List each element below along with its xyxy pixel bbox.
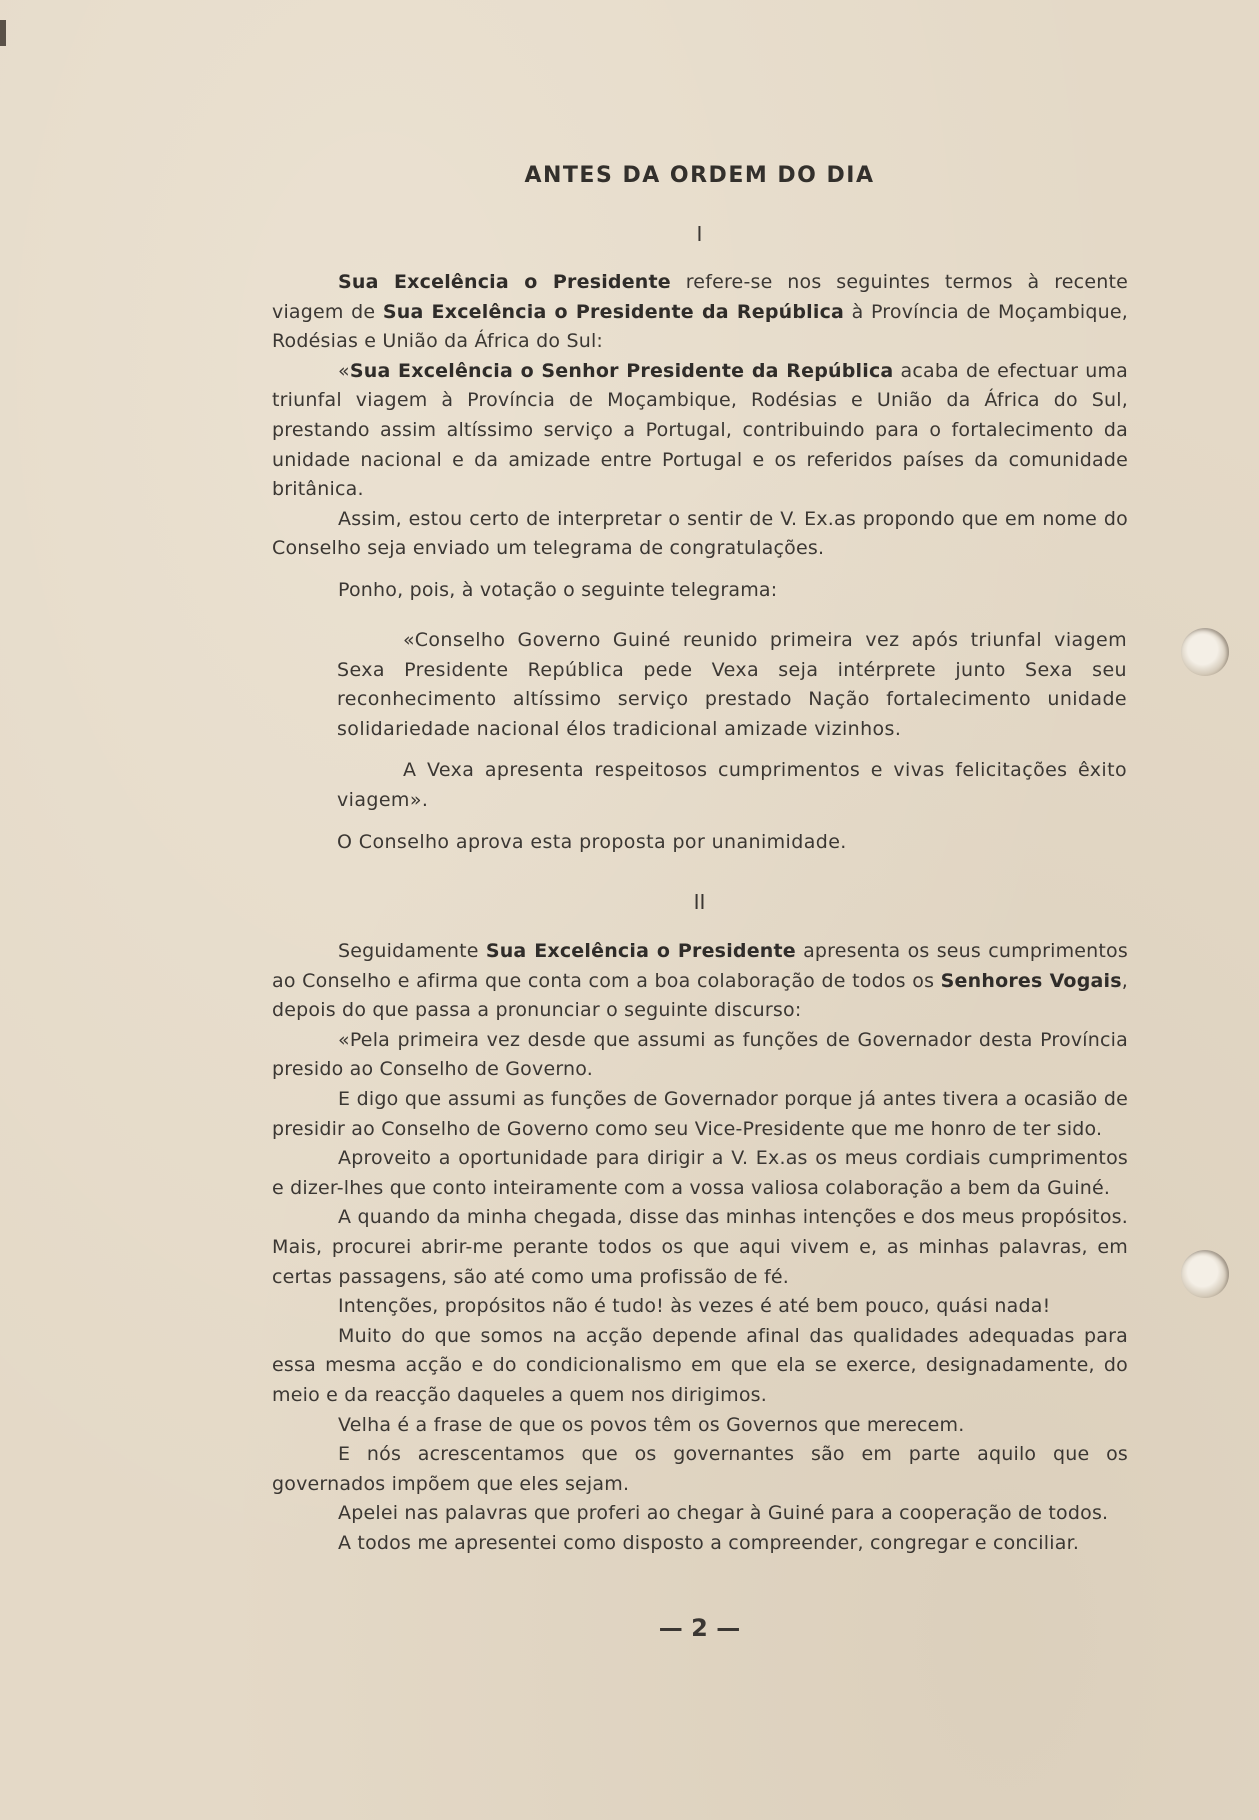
telegram-paragraph-1: «Conselho Governo Guiné reunido primeira vez após triunfal viagem Sexa Presidente República pede Vexa seja intérprete junto Sexa seu reconhecimento altíssimo serviço prestado Nação fortalecimento unidade solidariedade nacional élos tradicional amizade vizinhos. [337, 629, 1127, 740]
discourse-paragraph: Muito do que somos na acção depende afinal das qualidades adequadas para essa mesma acção e do condicionalismo em que ela se exerce, designadamente, do meio e da reacção daqueles a quem nos dirigimos. [272, 1324, 1128, 1406]
discourse-paragraph: «Pela primeira vez desde que assumi as funções de Governador desta Província presido ao Conselho de Governo. [272, 1028, 1128, 1081]
discourse-paragraph: Velha é a frase de que os povos têm os Governos que merecem. [338, 1413, 965, 1436]
vote-result: O Conselho aprova esta proposta por unanimidade. [337, 830, 847, 853]
discourse-paragraph: Apelei nas palavras que proferi ao chegar à Guiné para a cooperação de todos. [338, 1502, 1109, 1525]
section-1-intro: Sua Excelência o Presidente refere-se nos seguintes termos à recente viagem de Sua Excelência o Presidente da República à Província de Moçambique, Rodésias e União da África do Sul: [272, 271, 1128, 353]
page-number: — 2 — [658, 1614, 741, 1642]
section-1-body [272, 268, 1128, 606]
section-number-1: I [696, 222, 703, 246]
punch-hole-top [1181, 628, 1229, 676]
telegram-block [337, 626, 1127, 857]
telegram-paragraph-2: A Vexa apresenta respeitosos cumprimentos e vivas felicitações êxito viagem». [337, 759, 1127, 811]
page-title: ANTES DA ORDEM DO DIA [524, 163, 875, 188]
discourse-paragraph: A quando da minha chegada, disse das minhas intenções e dos meus propósitos. Mais, procurei abrir-me perante todos os que aqui vivem e, as minhas palavras, em certas passagens, são até como uma profissão de fé. [272, 1206, 1128, 1288]
section-2-intro: Seguidamente Sua Excelência o Presidente apresenta os seus cumprimentos ao Conselho e afirma que conta com a boa colaboração de todos os Senhores Vogais, depois do que passa a pronunciar o seguinte discurso: [272, 940, 1128, 1022]
speech-paragraph-1: «Sua Excelência o Senhor Presidente da República acaba de efectuar uma triunfal viagem à Província de Moçambique, Rodésias e União da África do Sul, prestando assim altíssimo serviço a Portugal, contribuindo para o fortalecimento da unidade nacional e da amizade entre Portugal e os referidos países da comunidade britânica. [272, 359, 1129, 501]
speech-paragraph-2: Assim, estou certo de interpretar o sentir de V. Ex.as propondo que em nome do Conselho seja enviado um telegrama de congratulações. [272, 507, 1128, 560]
speech-paragraph-3: Ponho, pois, à votação o seguinte telegrama: [338, 578, 778, 601]
discourse-paragraph: Intenções, propósitos não é tudo! às vezes é até bem pouco, quási nada! [338, 1295, 1051, 1318]
section-number-2: II [693, 890, 706, 914]
punch-hole-bottom [1181, 1250, 1229, 1298]
edge-mark [0, 20, 6, 46]
discourse-paragraph: E nós acrescentamos que os governantes são em parte aquilo que os governados impõem que eles sejam. [272, 1443, 1128, 1495]
discourse-paragraph: Aproveito a oportunidade para dirigir a V. Ex.as os meus cordiais cumprimentos e dizer-lhes que conto inteiramente com a vossa valiosa colaboração a bem da Guiné. [272, 1147, 1128, 1199]
discourse-paragraph: A todos me apresentei como disposto a compreender, congregar e conciliar. [338, 1531, 1080, 1554]
discourse-paragraph: E digo que assumi as funções de Governador porque já antes tivera a ocasião de presidir ao Conselho de Governo como seu Vice-Presidente que me honro de ter sido. [272, 1087, 1128, 1140]
section-2-body [272, 937, 1128, 1558]
